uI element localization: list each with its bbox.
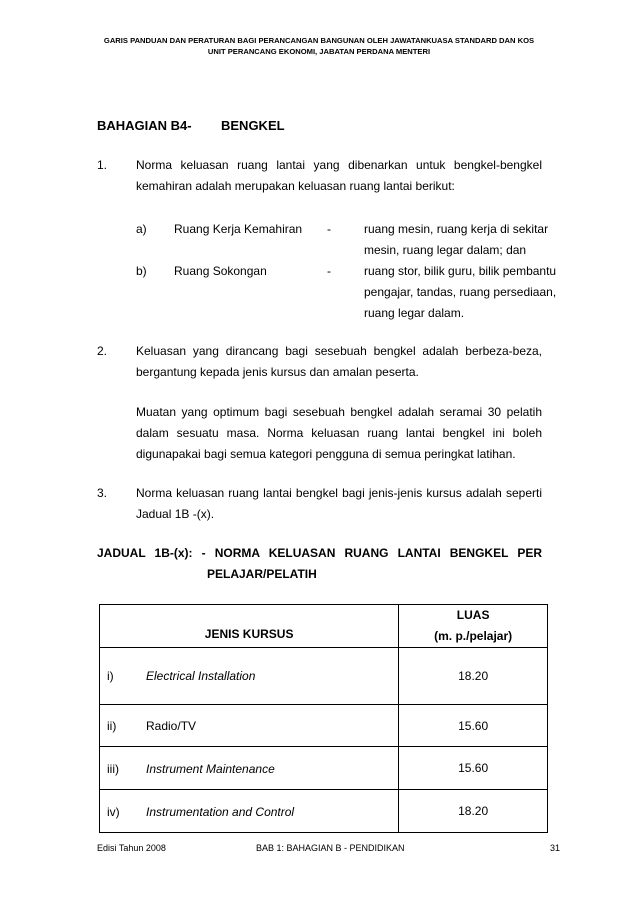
item-number: 3. [97, 486, 108, 500]
row-number: iv) [107, 805, 120, 819]
table-title-line-1: JADUAL 1B-(x): - NORMA KELUASAN RUANG LANTAI BENGKEL PER [97, 546, 542, 560]
row-number: ii) [107, 719, 117, 733]
area-value: 18.20 [399, 648, 548, 705]
subitem-letter: b) [136, 264, 147, 278]
course-cell [100, 790, 399, 833]
subitem-dash: - [327, 222, 331, 236]
subitem-dash: - [327, 264, 331, 278]
subitem-desc-line: mesin, ruang legar dalam; dan [364, 243, 527, 257]
paragraph-line: Muatan yang optimum bagi sesebuah bengkel adalah seramai 30 pelatih [136, 405, 542, 419]
header-line-1: GARIS PANDUAN DAN PERATURAN BAGI PERANCANGAN BANGUNAN OLEH JAWATANKUASA STANDARD DAN KOS [103, 36, 535, 45]
course-name: Instrument Maintenance [146, 762, 275, 776]
column-header-course: JENIS KURSUS [100, 605, 399, 648]
paragraph-line: Norma keluasan ruang lantai bengkel bagi jenis-jenis kursus adalah seperti [136, 486, 542, 500]
course-name: Radio/TV [146, 719, 197, 733]
column-header-area-line-1: LUAS [456, 608, 490, 622]
subitem-desc-line: pengajar, tandas, ruang persediaan, [364, 285, 557, 299]
table-header-row [100, 605, 548, 648]
area-norm-table [99, 604, 548, 833]
area-value: 15.60 [399, 705, 548, 747]
course-cell [100, 747, 399, 790]
item-number: 1. [97, 158, 108, 172]
table-row [100, 747, 548, 790]
paragraph-line: digunapakai bagi semua kategori pengguna di semua peringkat latihan. [136, 447, 516, 461]
table-row [100, 648, 548, 705]
paragraph-line: dalam sesuatu masa. Norma keluasan ruang lantai bengkel ini boleh [136, 426, 542, 440]
paragraph-line: Norma keluasan ruang lantai yang dibenarkan untuk bengkel-bengkel [136, 158, 542, 172]
column-header-area [399, 605, 548, 648]
course-name: Instrumentation and Control [146, 805, 295, 819]
subitem-name: Ruang Kerja Kemahiran [174, 222, 303, 236]
course-cell [100, 705, 399, 747]
section-code: BAHAGIAN B4- [97, 118, 192, 133]
course-cell [100, 648, 399, 705]
subitem-desc-line: ruang stor, bilik guru, bilik pembantu [364, 264, 557, 278]
subitem-desc-line: ruang mesin, ruang kerja di sekitar [364, 222, 549, 236]
footer-chapter: BAB 1: BAHAGIAN B - PENDIDIKAN [256, 843, 405, 853]
footer-edition: Edisi Tahun 2008 [97, 843, 166, 853]
column-header-area-line-2: (m. p./pelajar) [434, 629, 513, 643]
item-number: 2. [97, 344, 108, 358]
subitem-desc-line: ruang legar dalam. [364, 306, 465, 320]
subitem-letter: a) [136, 222, 147, 236]
paragraph-line: Keluasan yang dirancang bagi sesebuah bengkel adalah berbeza-beza, [136, 344, 542, 358]
table-row [100, 705, 548, 747]
section-title: BENGKEL [221, 118, 285, 133]
header-line-2: UNIT PERANCANG EKONOMI, JABATAN PERDANA MENTERI [207, 47, 431, 56]
footer-page-number: 31 [549, 843, 560, 853]
course-name: Electrical Installation [146, 669, 256, 683]
area-value: 18.20 [399, 790, 548, 833]
paragraph-line: Jadual 1B -(x). [136, 507, 215, 521]
row-number: i) [107, 669, 114, 683]
table-title-line-2: PELAJAR/PELATIH [207, 567, 317, 581]
row-number: iii) [107, 762, 119, 776]
paragraph-line: kemahiran adalah merupakan keluasan ruang lantai berikut: [136, 179, 455, 193]
table-row [100, 790, 548, 833]
area-value: 15.60 [399, 747, 548, 790]
paragraph-line: bergantung kepada jenis kursus dan amalan peserta. [136, 365, 419, 379]
subitem-name: Ruang Sokongan [174, 264, 267, 278]
